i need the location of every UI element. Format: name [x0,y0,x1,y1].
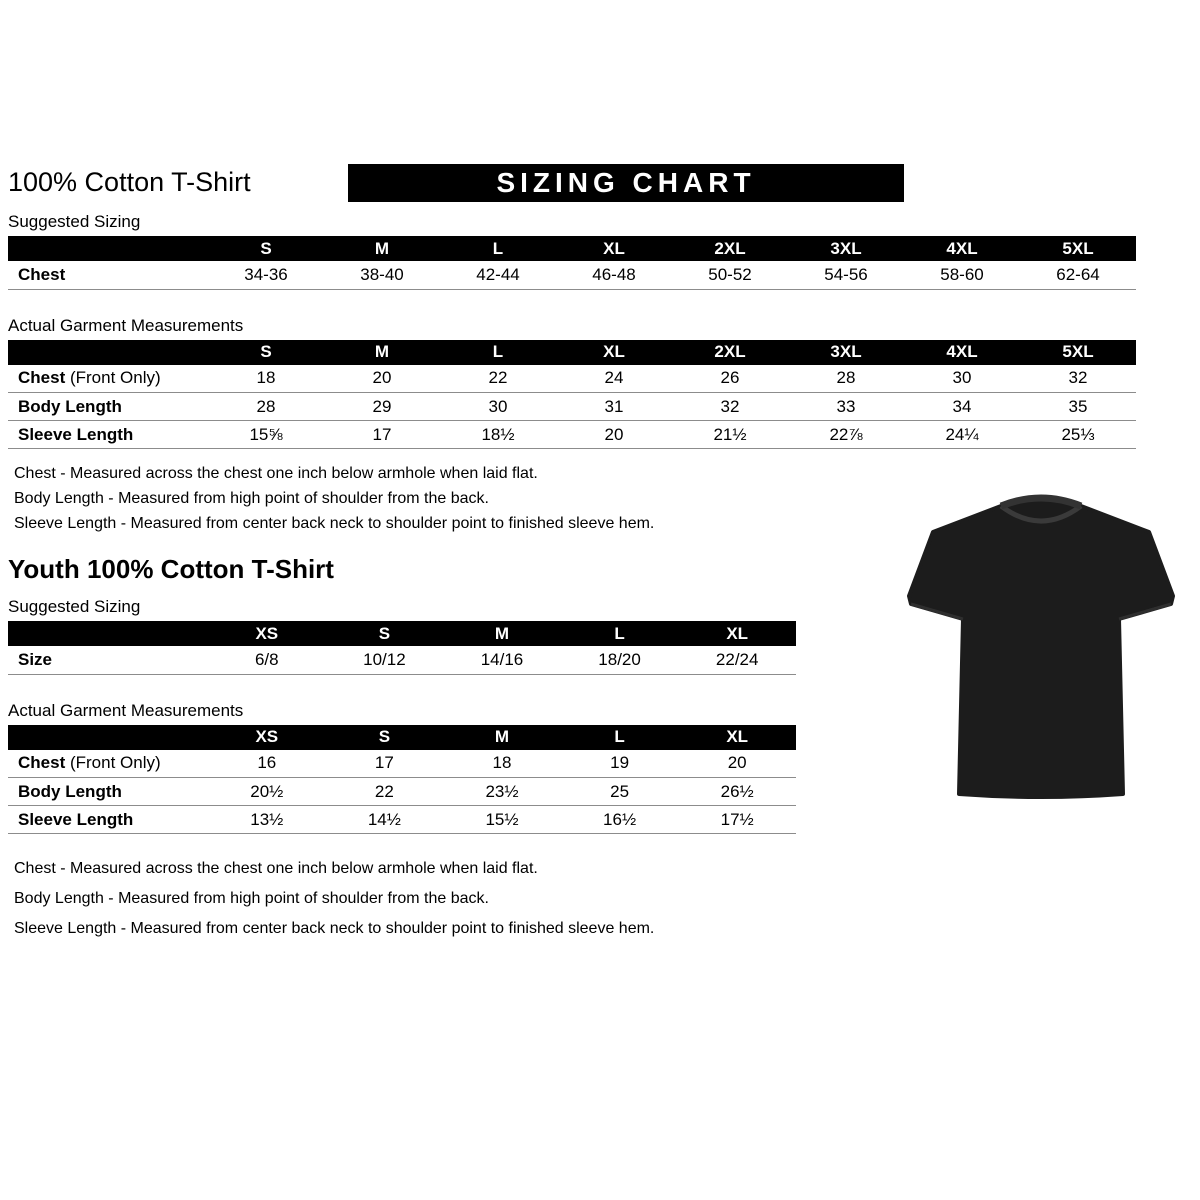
size-cell: 31 [556,393,672,421]
adult-suggested-sizing-label: Suggested Sizing [8,212,141,231]
column-header: L [440,236,556,261]
table-header-row [8,236,1136,261]
size-cell: 25⅓ [1020,421,1136,449]
size-cell: 24¼ [904,421,1020,449]
column-header: L [440,340,556,365]
size-cell: 20½ [208,778,326,806]
header-spacer [8,621,208,646]
adult-actual-measurements-label: Actual Garment Measurements [8,315,244,335]
size-cell: 10/12 [326,646,444,674]
size-cell: 17 [326,750,444,778]
size-cell: 32 [672,393,788,421]
column-header: M [443,621,561,646]
size-cell: 18 [208,365,324,393]
size-cell: 38-40 [324,261,440,289]
size-cell: 14½ [326,806,444,834]
note-line: Sleeve Length - Measured from center back neck to shoulder point to finished sleeve hem. [14,920,655,937]
size-cell: 46-48 [556,261,672,289]
size-cell: 29 [324,393,440,421]
column-header: 2XL [672,236,788,261]
column-header: M [324,236,440,261]
adult-suggested-table [8,236,1136,290]
sizing-chart-banner [348,164,904,202]
header-spacer [8,340,208,365]
column-header: 4XL [904,340,1020,365]
tshirt-image [895,476,1187,812]
size-cell: 18/20 [561,646,679,674]
size-cell: 19 [561,750,679,778]
column-header: 2XL [672,340,788,365]
youth-suggested-sizing-label: Suggested Sizing [8,597,141,616]
row-label: Body Length [8,393,208,421]
table-row [8,806,796,834]
size-cell: 25 [561,778,679,806]
column-header: XS [208,725,326,750]
size-cell: 22/24 [678,646,796,674]
table-row [8,365,1136,393]
column-header: 4XL [904,236,1020,261]
column-header: XL [678,725,796,750]
row-label: Chest (Front Only) [8,750,208,778]
note-line: Sleeve Length - Measured from center back neck to shoulder point to finished sleeve hem. [14,515,655,532]
size-cell: 21½ [672,421,788,449]
table-row [8,646,796,674]
size-cell: 18 [443,750,561,778]
size-cell: 20 [556,421,672,449]
column-header: 3XL [788,236,904,261]
column-header: XS [208,621,326,646]
table-row [8,778,796,806]
size-cell: 20 [324,365,440,393]
size-cell: 13½ [208,806,326,834]
note-line: Chest - Measured across the chest one inch below armhole when laid flat. [14,860,538,877]
size-cell: 16 [208,750,326,778]
row-label: Sleeve Length [8,806,208,834]
size-cell: 58-60 [904,261,1020,289]
column-header: 3XL [788,340,904,365]
header-row [8,164,1200,202]
size-cell: 28 [788,365,904,393]
header-spacer [8,725,208,750]
column-header: 5XL [1020,340,1136,365]
size-cell: 34 [904,393,1020,421]
column-header: S [208,340,324,365]
column-header: L [561,725,679,750]
size-cell: 22 [440,365,556,393]
size-cell: 34-36 [208,261,324,289]
table-header-row [8,621,796,646]
column-header: 5XL [1020,236,1136,261]
column-header: XL [678,621,796,646]
youth-title: Youth 100% Cotton T-Shirt [8,554,334,584]
table-header-row [8,725,796,750]
size-cell: 26½ [678,778,796,806]
size-cell: 18½ [440,421,556,449]
table-row [8,421,1136,449]
size-cell: 15½ [443,806,561,834]
size-cell: 30 [904,365,1020,393]
size-cell: 6/8 [208,646,326,674]
column-header: XL [556,236,672,261]
size-cell: 26 [672,365,788,393]
size-cell: 22⅞ [788,421,904,449]
row-label: Body Length [8,778,208,806]
note-line: Chest - Measured across the chest one inch below armhole when laid flat. [14,465,538,482]
adult-title: 100% Cotton T-Shirt [8,167,251,197]
adult-actual-table [8,340,1136,450]
tshirt-silhouette [895,476,1187,812]
row-label: Size [8,646,208,674]
size-cell: 16½ [561,806,679,834]
size-cell: 22 [326,778,444,806]
size-cell: 23½ [443,778,561,806]
column-header: XL [556,340,672,365]
size-cell: 28 [208,393,324,421]
size-cell: 62-64 [1020,261,1136,289]
column-header: S [326,725,444,750]
size-cell: 17 [324,421,440,449]
note-line: Body Length - Measured from high point of shoulder from the back. [14,490,489,507]
youth-suggested-table [8,621,796,675]
size-cell: 54-56 [788,261,904,289]
size-cell: 50-52 [672,261,788,289]
table-row [8,393,1136,421]
table-row [8,261,1136,289]
youth-actual-table [8,725,796,835]
row-label: Chest (Front Only) [8,365,208,393]
column-header: S [208,236,324,261]
column-header: M [443,725,561,750]
size-cell: 15⅝ [208,421,324,449]
size-cell: 30 [440,393,556,421]
size-cell: 20 [678,750,796,778]
size-cell: 24 [556,365,672,393]
youth-actual-measurements-label: Actual Garment Measurements [8,700,244,720]
table-header-row [8,340,1136,365]
header-spacer [8,236,208,261]
size-cell: 17½ [678,806,796,834]
column-header: M [324,340,440,365]
table-row [8,750,796,778]
column-header: L [561,621,679,646]
note-line: Body Length - Measured from high point of shoulder from the back. [14,890,489,907]
size-cell: 35 [1020,393,1136,421]
size-cell: 42-44 [440,261,556,289]
row-label: Chest [8,261,208,289]
size-cell: 32 [1020,365,1136,393]
column-header: S [326,621,444,646]
size-cell: 14/16 [443,646,561,674]
youth-measurement-notes [8,854,1200,944]
size-cell: 33 [788,393,904,421]
row-label: Sleeve Length [8,421,208,449]
sizing-chart-banner-text: SIZING CHART [496,167,756,198]
